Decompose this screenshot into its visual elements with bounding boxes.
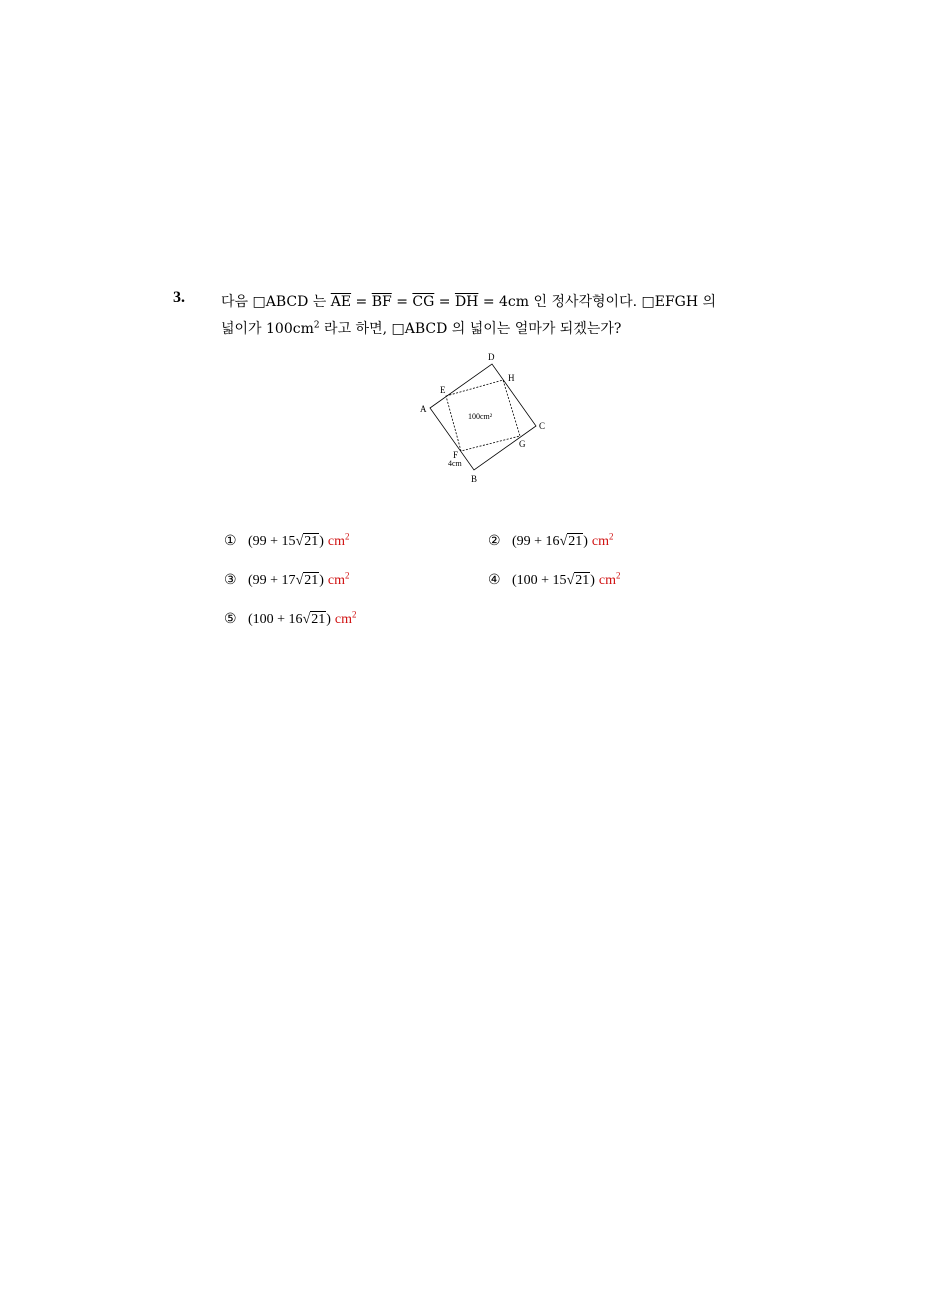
unit-text: cm [598,573,617,588]
problem-stem [221,289,761,343]
label-f: F [453,450,459,460]
unit-text: cm [334,612,353,627]
stem-text: 라고 하면, □ABCD 의 넓이는 얼마가 되겠는가? [319,321,622,337]
choice-4[interactable] [488,572,621,589]
radicand: 21 [304,573,319,588]
radicand: 21 [575,573,590,588]
square-root: √21 [566,573,590,588]
unit-exponent: 2 [352,609,357,620]
square-root: √21 [302,612,326,627]
label-inner-area: 100cm² [468,412,493,421]
label-a: A [420,404,427,414]
square-diagram-svg [412,346,556,486]
stem-text: 넓이가 100cm [221,321,314,337]
choice-expression: (99 + 15 [248,534,296,549]
unit-text: cm [591,534,610,549]
segment-cg: $\overline{CG}$ [412,294,435,310]
close-paren: ) [583,534,588,549]
choice-expression: (99 + 16 [512,534,560,549]
segment-ae: $\overline{AE}$ [330,294,352,310]
segment-dh: $\overline{DH}$ [454,294,479,310]
choice-marker: ① [224,534,237,549]
unit-exponent: 2 [609,531,614,542]
radicand: 21 [568,534,583,549]
label-side-length: 4cm [448,459,462,468]
problem-number: 3. [173,289,185,306]
label-e: E [440,385,446,395]
choice-marker: ② [488,534,501,549]
choice-marker: ③ [224,573,237,588]
square-root: √21 [559,534,583,549]
label-g: G [519,439,526,449]
equals-sign: = [434,294,455,310]
choice-1[interactable] [224,533,350,550]
superscript: 2 [313,320,320,331]
choice-marker: ④ [488,573,501,588]
square-root: √21 [295,573,319,588]
radicand: 21 [304,534,319,549]
radicand: 21 [311,612,326,627]
choice-marker: ⑤ [224,612,237,627]
square-root: √21 [295,534,319,549]
stem-text: 다음 □ABCD 는 [221,294,331,310]
choice-expression: (100 + 16 [248,612,303,627]
unit-exponent: 2 [345,531,350,542]
stem-text: = 4cm 인 정사각형이다. □EFGH 의 [478,294,717,310]
choice-2[interactable] [488,533,614,550]
close-paren: ) [590,573,595,588]
choice-expression: (99 + 17 [248,573,296,588]
unit-exponent: 2 [616,570,621,581]
unit [327,570,350,588]
unit-text: cm [327,534,346,549]
equals-sign: = [391,294,413,310]
unit-exponent: 2 [345,570,350,581]
choice-expression: (100 + 15 [512,573,567,588]
square-diagram [412,346,556,486]
close-paren: ) [319,573,324,588]
equals-sign: = [351,294,372,310]
unit [591,531,614,549]
unit-text: cm [327,573,346,588]
label-d: D [488,352,495,362]
label-c: C [539,421,546,431]
stem-line-1 [221,289,761,316]
unit [327,531,350,549]
unit [334,609,357,627]
unit [598,570,621,588]
close-paren: ) [326,612,331,627]
close-paren: ) [319,534,324,549]
choice-3[interactable] [224,572,350,589]
stem-line-2 [221,316,761,343]
segment-bf: $\overline{BF}$ [371,294,392,310]
label-h: H [508,373,515,383]
label-b: B [471,474,478,484]
choice-5[interactable] [224,611,357,628]
